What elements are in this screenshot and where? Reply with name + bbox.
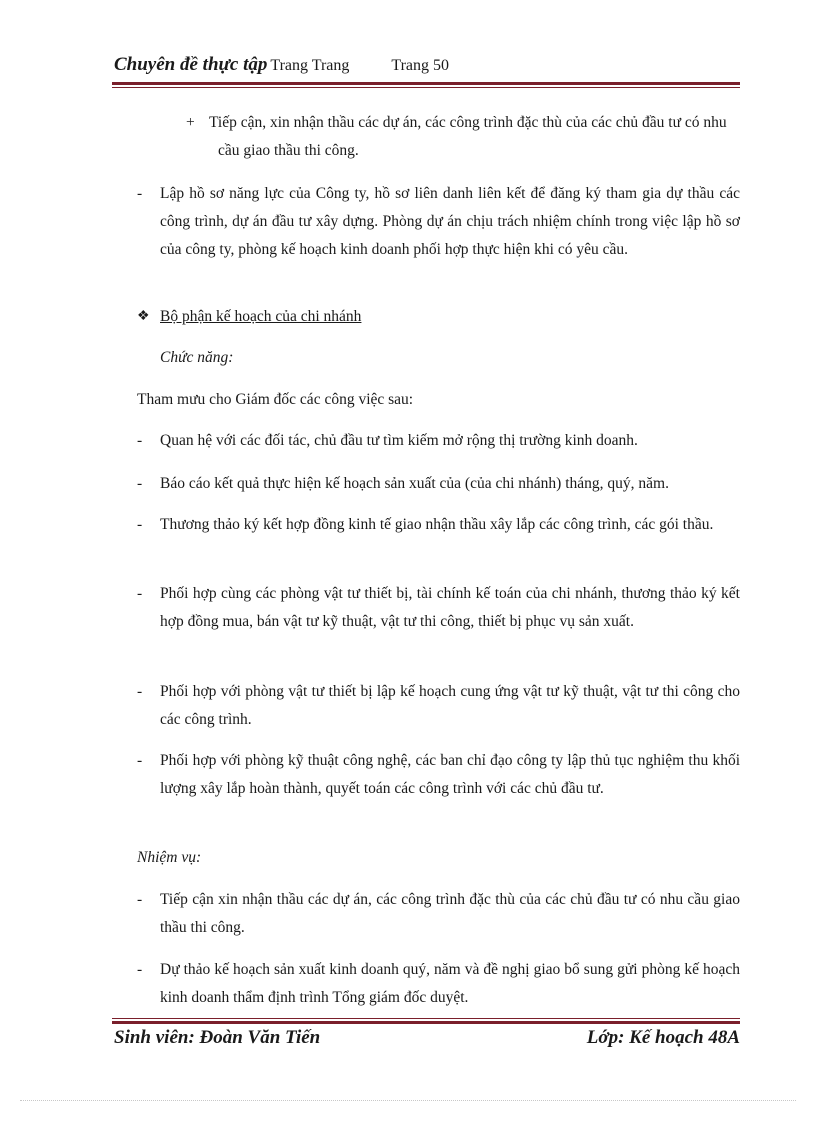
header-author: Trang Trang [270, 57, 350, 74]
plus-bullet: + [186, 114, 195, 131]
header-page-number: Trang 50 [391, 57, 450, 74]
header-rule-thick [112, 82, 740, 85]
dash-bullet: - [137, 475, 143, 492]
footer-rule-thick [112, 1021, 740, 1024]
function-item-3: Thương thảo ký kết hợp đồng kinh tế giao nhận thầu xây lắp các công trình, các gói thầu. [160, 516, 714, 533]
function-item-2: Báo cáo kết quả thực hiện kế hoạch sản xuất của (của chi nhánh) tháng, quý, năm. [160, 475, 669, 492]
page-bottom-divider [20, 1100, 796, 1101]
subheading-nhiem-vu: Nhiệm vụ: [137, 849, 202, 866]
intro-line: Tham mưu cho Giám đốc các công việc sau: [137, 391, 414, 408]
diamond-bullet-icon: ❖ [137, 309, 150, 324]
function-item-1: Quan hệ với các đối tác, chủ đầu tư tìm kiếm mở rộng thị trường kinh doanh. [160, 432, 638, 449]
dash-bullet: - [137, 585, 143, 602]
footer-rule-thin [112, 1018, 740, 1019]
page-footer [114, 1027, 740, 1049]
function-item-6: Phối hợp với phòng kỹ thuật công nghệ, các ban chỉ đạo công ty lập thủ tục nghiệm thu khối lượng xây lắp hoàn thành, quyết toán các công trình với các chủ đầu tư. [160, 752, 740, 797]
header-title: Chuyên đề thực tập [114, 54, 268, 75]
dash-bullet: - [137, 185, 143, 202]
header-rule-thin [112, 87, 740, 88]
dash-bullet: - [137, 516, 143, 533]
dash-bullet: - [137, 752, 143, 769]
function-item-5: Phối hợp với phòng vật tư thiết bị lập kế hoạch cung ứng vật tư kỹ thuật, vật tư thi công cho các công trình. [160, 683, 740, 728]
dash-bullet: - [137, 432, 143, 449]
paragraph-tiep-can: Tiếp cận, xin nhận thầu các dự án, các công trình đặc thù của các chủ đầu tư có nhu cầu giao thầu thi công. [209, 114, 727, 159]
subheading-chuc-nang: Chức năng: [160, 349, 234, 366]
duty-item-2: Dự thảo kế hoạch sản xuất kinh doanh quý, năm và đề nghị giao bổ sung gửi phòng kế hoạch kinh doanh thẩm định trình Tổng giám đốc duyệt. [160, 961, 740, 1006]
footer-student: Sinh viên: Đoàn Văn Tiến [114, 1027, 321, 1048]
function-item-4: Phối hợp cùng các phòng vật tư thiết bị, tài chính kế toán của chi nhánh, thương thảo ký kết hợp đồng mua, bán vật tư kỹ thuật, vật tư thi công, thiết bị phục vụ sản xuất. [160, 585, 740, 630]
footer-class: Lớp: Kế hoạch 48A [586, 1027, 740, 1048]
page-header [114, 54, 740, 80]
dash-bullet: - [137, 961, 143, 978]
dash-bullet: - [137, 683, 143, 700]
duty-item-1: Tiếp cận xin nhận thầu các dự án, các công trình đặc thù của các chủ đầu tư có nhu cầu giao thầu thi công. [160, 891, 740, 936]
dash-bullet: - [137, 891, 143, 908]
section-heading: Bộ phận kế hoạch của chi nhánh [160, 308, 362, 325]
paragraph-lap-ho-so: Lập hồ sơ năng lực của Công ty, hồ sơ liên danh liên kết để đăng ký tham gia dự thầu các công trình, dự án đầu tư xây dựng. Phòng dự án chịu trách nhiệm chính trong việc lập hồ sơ của công ty, phòng kế hoạch kinh doanh phối hợp thực hiện khi có yêu cầu. [160, 185, 740, 258]
